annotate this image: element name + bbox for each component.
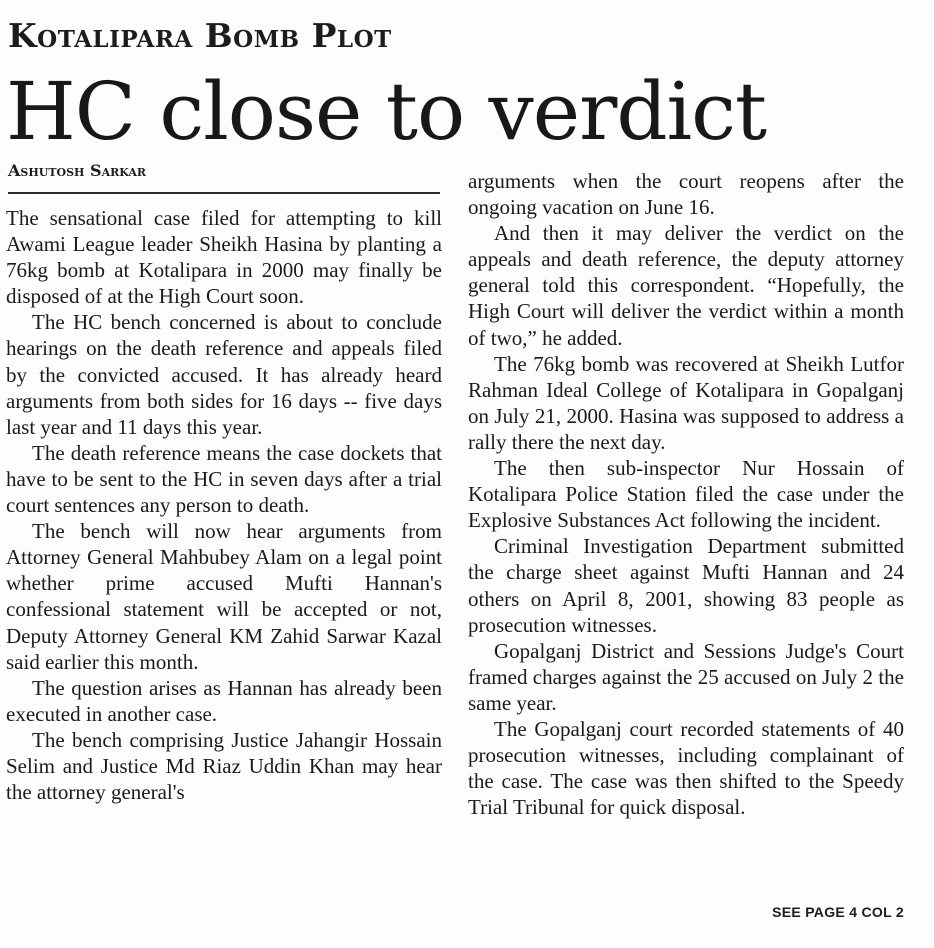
paragraph: The bench will now hear arguments from Attorney General Mahbubey Alam on a legal point whether prime accused Mufti Hannan's confessional statement will be accepted or not, Deputy Attorney General KM Zahid Sarwar Kazal said earlier this month. <box>6 519 442 674</box>
jump-line: SEE PAGE 4 COL 2 <box>772 904 904 920</box>
article-column-2 <box>468 168 904 820</box>
paragraph: The question arises as Hannan has already been executed in another case. <box>6 675 442 726</box>
paragraph: The then sub-inspector Nur Hossain of Kotalipara Police Station filed the case under the Explosive Substances Act following the incident. <box>468 456 904 533</box>
paragraph: The HC bench concerned is about to conclude hearings on the death reference and appeals filed by the convicted accused. It has already heard arguments from both sides for 16 days -- five days last year and 11 days this year. <box>6 310 442 439</box>
paragraph: The bench comprising Justice Jahangir Hossain Selim and Justice Md Riaz Uddin Khan may hear the attorney general's <box>6 727 442 805</box>
paragraph: The death reference means the case dockets that have to be sent to the HC in seven days after a trial court sentences any person to death. <box>6 440 442 518</box>
paragraph: arguments when the court reopens after the ongoing vacation on June 16. <box>468 169 904 220</box>
article-column-1 <box>6 205 442 805</box>
paragraph: Criminal Investigation Department submitted the charge sheet against Mufti Hannan and 24 others on April 8, 2001, showing 83 people as prosecution witnesses. <box>468 534 904 637</box>
paragraph: Gopalganj District and Sessions Judge's Court framed charges against the 25 accused on July 2 the same year. <box>468 638 904 715</box>
paragraph: The Gopalganj court recorded statements of 40 prosecution witnesses, including complainant of the case. The case was then shifted to the Speedy Trial Tribunal for quick disposal. <box>468 716 904 820</box>
paragraph: The sensational case filed for attempting to kill Awami League leader Sheikh Hasina by planting a 76kg bomb at Kotalipara in 2000 may finally be disposed of at the High Court soon. <box>6 206 442 309</box>
headline: HC close to verdict <box>6 65 767 158</box>
paragraph: And then it may deliver the verdict on the appeals and death reference, the deputy attorney general told this correspondent. “Hopefully, the High Court will deliver the verdict within a month of two,” he added. <box>468 221 904 350</box>
paragraph: The 76kg bomb was recovered at Sheikh Lutfor Rahman Ideal College of Kotalipara in Gopalganj on July 21, 2000. Hasina was supposed to address a rally there the next day. <box>468 351 904 454</box>
byline: Ashutosh Sarkar <box>8 161 147 180</box>
kicker-label: Kotalipara Bomb Plot <box>8 16 392 55</box>
byline-rule <box>8 192 440 194</box>
